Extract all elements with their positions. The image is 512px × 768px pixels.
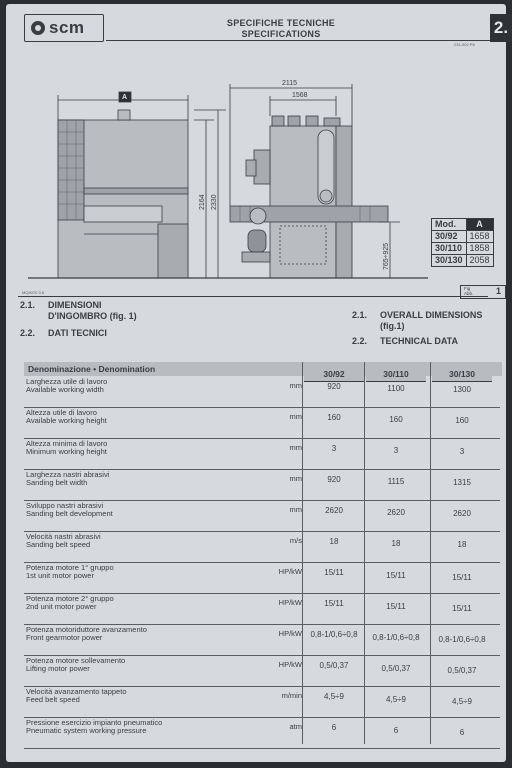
value-cell: 160 [455, 416, 469, 425]
param-name-it: Pressione esercizio impianto pneumatico [26, 718, 163, 727]
value-cell: 0,8-1/0,6÷0,8 [372, 632, 420, 642]
table-row [24, 471, 502, 502]
value-cell: 15/11 [324, 568, 344, 577]
param-name-it: Altezza utile di lavoro [26, 408, 97, 417]
param-name-it: Potenza motoriduttore avanzamento [26, 625, 147, 634]
param-unit: mm [289, 505, 302, 514]
param-name-it: Potenza motore sollevamento [26, 656, 126, 665]
value-cell: 1300 [453, 385, 471, 394]
scm-logo-icon [31, 21, 45, 35]
a-cell: 1658 [466, 231, 493, 243]
figure-tag [460, 285, 506, 299]
dim-a-label: A [122, 94, 128, 101]
value-cell: 1315 [453, 478, 471, 487]
param-name-en: Sanding belt development [26, 509, 113, 518]
table-row [24, 409, 502, 440]
a-cell: 1858 [466, 243, 493, 255]
param-name-en: 2nd unit motor power [26, 602, 97, 611]
value-cell: 2620 [325, 506, 343, 515]
title-italian: SPECIFICHE TECNICHE [226, 18, 336, 28]
value-cell: 920 [327, 382, 341, 391]
figure-tag-label: Fig Abb. [464, 286, 474, 296]
model-dimension-table [431, 218, 494, 267]
value-cell: 1115 [387, 476, 405, 486]
value-cell: 0,5/0,37 [447, 666, 477, 676]
value-cell: 15/11 [452, 604, 472, 614]
value-cell: 160 [389, 414, 403, 424]
value-cell: 0,8-1/0,6÷0,8 [438, 635, 486, 645]
table-row [24, 595, 502, 626]
a-head: A [466, 219, 493, 231]
title-english: SPECIFICATIONS [241, 29, 321, 39]
table-row [432, 231, 494, 243]
param-name-it: Larghezza nastri abrasivi [26, 470, 110, 479]
table-row [24, 719, 502, 750]
param-name-en: Available working height [26, 416, 107, 425]
param-name-it: Potenza motore 2° gruppo [26, 594, 114, 603]
scm-logo [24, 14, 104, 42]
section-badge: 2. [490, 14, 512, 42]
value-cell: 18 [329, 537, 339, 546]
value-cell: 3 [331, 444, 337, 453]
dim-1568-label: 1568 [292, 92, 308, 99]
model-col-30-130: 30/130 [432, 367, 492, 382]
value-cell: 160 [327, 413, 341, 422]
value-cell: 4,5÷9 [452, 697, 472, 707]
value-cell: 3 [393, 445, 399, 455]
value-cell: 15/11 [324, 599, 344, 608]
param-unit: HP/kW [278, 629, 302, 638]
param-name-en: Minimum working height [26, 447, 107, 456]
param-name-it: Velocità avanzamento tappeto [26, 687, 127, 696]
param-name-it: Larghezza utile di lavoro [26, 377, 108, 386]
value-cell: 2620 [387, 507, 405, 517]
dim-2164-label: 2164 [199, 194, 206, 210]
table-row [24, 440, 502, 471]
table-row [432, 255, 494, 267]
figure-number: 1 [495, 286, 501, 296]
param-name-en: Sanding belt width [26, 478, 88, 487]
param-name-en: Feed belt speed [26, 695, 80, 704]
a-cell: 2058 [466, 255, 493, 267]
param-name-en: Pneumatic system working pressure [26, 726, 147, 735]
param-unit: mm [289, 443, 302, 452]
table-row [24, 378, 502, 409]
value-cell: 1100 [387, 383, 405, 393]
param-unit: m/min [281, 691, 302, 700]
dim-2330-label: 2330 [211, 194, 218, 210]
doc-code: 231-002 P6 [454, 42, 475, 47]
brand-name: scm [49, 18, 85, 37]
value-cell: 15/11 [452, 573, 472, 583]
param-name-en: Front gearmotor power [26, 633, 103, 642]
value-cell: 15/11 [386, 570, 406, 580]
header-rule [106, 40, 491, 41]
page-title [206, 18, 356, 40]
param-unit: HP/kW [278, 567, 302, 576]
spec-page [6, 4, 509, 762]
param-name-en: Lifting motor power [26, 664, 90, 673]
value-cell: 0,8-1/0,6÷0,8 [310, 630, 358, 639]
param-name-en: Available working width [26, 385, 104, 394]
table-row [24, 688, 502, 719]
table-row [24, 626, 502, 657]
value-cell: 3 [459, 447, 465, 456]
model-head: Mod. [432, 219, 467, 231]
table-row [24, 564, 502, 595]
param-name-it: Sviluppo nastri abrasivi [26, 501, 104, 510]
param-name-it: Velocità nastri abrasivi [26, 532, 101, 541]
param-unit: HP/kW [278, 660, 302, 669]
section-2-2-it: 2.2. DATI TECNICI [20, 328, 107, 338]
param-unit: atm [289, 722, 302, 731]
param-unit: mm [289, 474, 302, 483]
table-row [24, 502, 502, 533]
drawing-code: MQ4070 3.5 [22, 290, 45, 295]
param-unit: HP/kW [278, 598, 302, 607]
model-cell: 30/130 [432, 255, 467, 267]
param-name-it: Altezza minima di lavoro [26, 439, 108, 448]
dim-2115-label: 2115 [282, 80, 298, 87]
param-unit: m/s [289, 536, 302, 545]
denomination-header: Denominazione • Denomination [28, 364, 156, 374]
model-cell: 30/110 [432, 243, 467, 255]
value-cell: 6 [459, 728, 465, 738]
table-row [24, 657, 502, 688]
param-unit: mm [289, 381, 302, 390]
value-cell: 4,5÷9 [386, 694, 406, 704]
value-cell: 0,5/0,37 [381, 663, 411, 673]
row-divider [24, 748, 500, 749]
model-col-30-110: 30/110 [366, 367, 426, 382]
table-row [432, 219, 494, 231]
value-cell: 2620 [453, 509, 471, 518]
model-cell: 30/92 [432, 231, 467, 243]
param-name-en: 1st unit motor power [26, 571, 94, 580]
value-cell: 18 [391, 538, 401, 548]
value-cell: 920 [327, 475, 341, 484]
value-cell: 0,5/0,37 [319, 661, 349, 670]
value-cell: 6 [331, 723, 337, 732]
value-cell: 6 [393, 725, 399, 735]
param-unit: mm [289, 412, 302, 421]
figure-rule [18, 296, 488, 297]
model-col-30-92: 30/92 [304, 367, 364, 382]
section-2-1-it: 2.1. DIMENSIONI D'INGOMBRO (fig. 1) [20, 300, 137, 321]
section-2-1-en: 2.1. OVERALL DIMENSIONS (fig.1) [352, 310, 483, 331]
section-2-2-en: 2.2. TECHNICAL DATA [352, 336, 458, 346]
value-cell: 4,5÷9 [324, 692, 344, 701]
table-row [24, 533, 502, 564]
table-row [432, 243, 494, 255]
param-name-en: Sanding belt speed [26, 540, 91, 549]
value-cell: 18 [457, 540, 467, 549]
dim-765-925-label: 765÷925 [383, 242, 390, 270]
value-cell: 15/11 [386, 601, 406, 611]
param-name-it: Potenza motore 1° gruppo [26, 563, 114, 572]
